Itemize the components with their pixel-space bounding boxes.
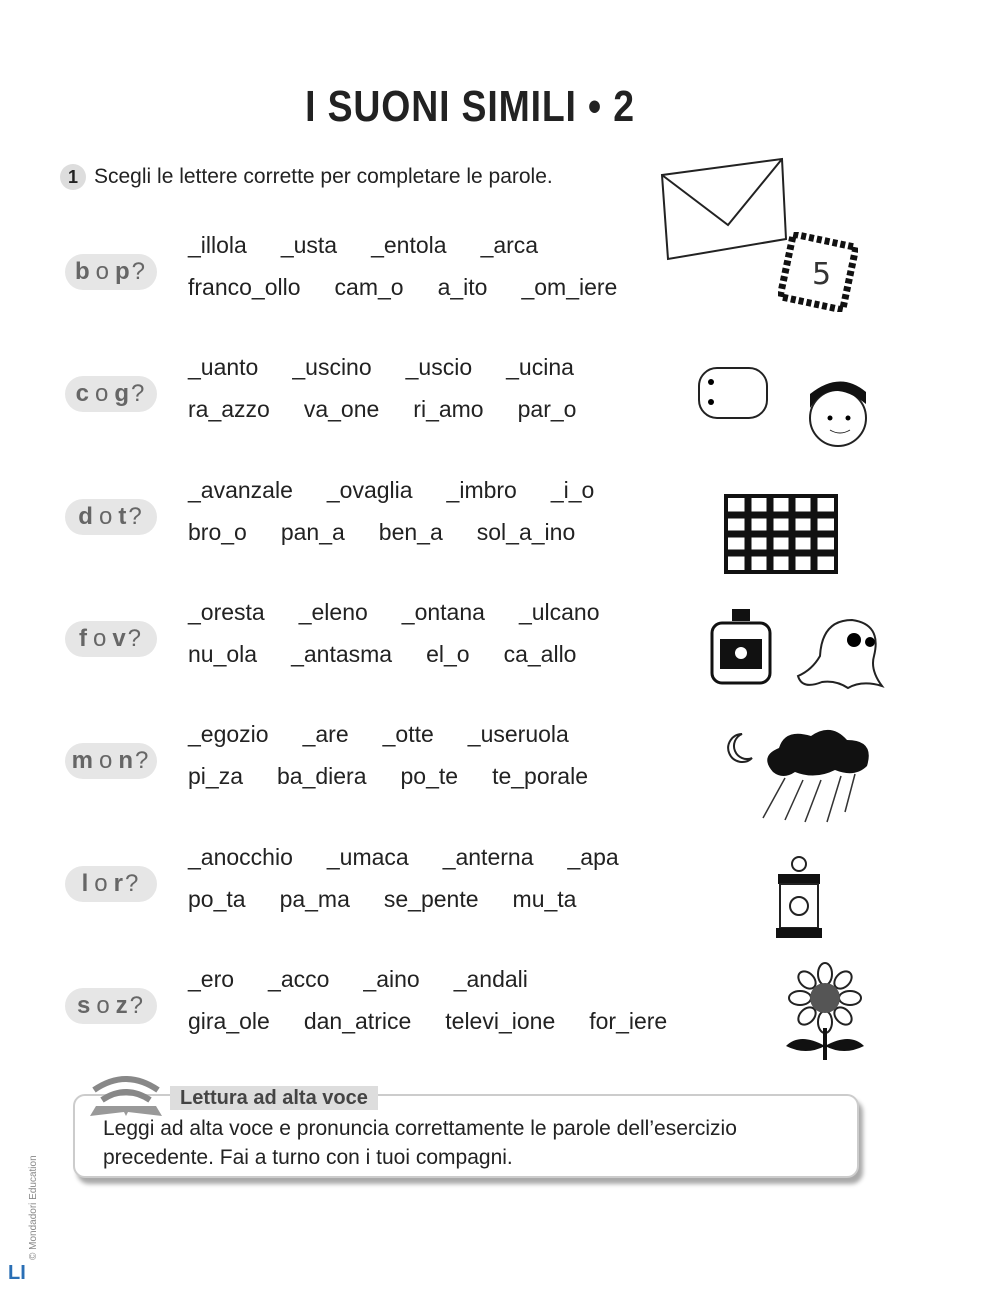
- fill-in-word[interactable]: _aino: [363, 965, 420, 992]
- fill-in-word[interactable]: te_porale: [492, 763, 588, 790]
- fill-in-word[interactable]: mu_ta: [512, 885, 577, 912]
- letter-choice-badge: [65, 866, 157, 902]
- badge-letter: ?: [131, 380, 147, 408]
- badge-letter: ?: [128, 502, 144, 530]
- exercise-number: 1: [60, 164, 86, 190]
- badge-letter: ?: [125, 869, 141, 897]
- fill-in-word[interactable]: televi_ione: [445, 1007, 556, 1034]
- badge-letter: o: [92, 624, 109, 652]
- word-line: [188, 886, 610, 913]
- word-line: [188, 966, 562, 993]
- envelope-icon: [658, 155, 788, 265]
- fill-in-word[interactable]: _oresta: [188, 598, 265, 625]
- word-line: [188, 477, 628, 504]
- fill-in-word[interactable]: po_ta: [188, 885, 246, 912]
- fill-in-word[interactable]: for_iere: [589, 1007, 668, 1034]
- fill-in-word[interactable]: _illola: [188, 232, 247, 258]
- badge-letter: m: [71, 747, 95, 775]
- exercise-instruction: [60, 164, 553, 190]
- badge-letter: o: [98, 747, 115, 775]
- fill-in-word[interactable]: _avanzale: [188, 476, 293, 503]
- badge-letter: d: [78, 502, 95, 530]
- boy-face-icon: [800, 374, 880, 454]
- word-line: [188, 599, 634, 626]
- badge-letter: l: [81, 869, 91, 897]
- fill-in-word[interactable]: _imbro: [446, 476, 517, 503]
- storm-cloud-icon: [755, 722, 880, 827]
- badge-letter: f: [78, 624, 89, 652]
- page-title: I SUONI SIMILI • 2: [305, 82, 635, 131]
- badge-letter: g: [114, 380, 132, 408]
- fill-in-word[interactable]: _otte: [382, 721, 434, 748]
- svg-text:5: 5: [812, 257, 832, 292]
- fill-in-word[interactable]: par_o: [517, 396, 577, 423]
- fill-in-word[interactable]: _i_o: [550, 476, 595, 503]
- fill-in-word[interactable]: _uscino: [292, 354, 372, 381]
- fill-in-word[interactable]: pa_ma: [279, 885, 350, 912]
- fill-in-word[interactable]: _entola: [371, 232, 447, 258]
- fill-in-word[interactable]: pi_za: [188, 763, 243, 790]
- lantern-icon: [758, 852, 840, 944]
- fill-in-word[interactable]: ca_allo: [503, 640, 577, 667]
- fill-in-word[interactable]: franco_ollo: [188, 274, 301, 300]
- fill-in-word[interactable]: a_ito: [437, 274, 488, 300]
- poison-bottle-icon: [706, 605, 776, 687]
- badge-letter: ?: [135, 747, 151, 775]
- checkered-tablecloth-icon: [720, 490, 842, 578]
- word-line: [188, 641, 610, 668]
- word-line: [188, 274, 651, 301]
- reading-aloud-text: Leggi ad alta voce e pronuncia correttamente le parole dell’esercizio precedente. Fai a turno con i tuoi compagni.: [103, 1117, 737, 1169]
- fill-in-word[interactable]: po_te: [400, 763, 459, 790]
- badge-letter: o: [96, 991, 112, 1019]
- fill-in-word[interactable]: _anocchio: [188, 843, 293, 870]
- badge-letter: o: [94, 380, 111, 408]
- letter-choice-badge: [65, 499, 157, 535]
- badge-letter: t: [118, 502, 129, 530]
- fill-in-word[interactable]: _ulcano: [518, 598, 600, 625]
- fill-in-word[interactable]: _ero: [188, 965, 235, 992]
- pillow-icon: [693, 362, 773, 427]
- badge-letter: ?: [131, 258, 148, 285]
- ghost-icon: [792, 610, 892, 695]
- fill-in-word[interactable]: nu_ola: [188, 640, 258, 667]
- badge-letter: r: [113, 869, 125, 897]
- fill-in-word[interactable]: _andali: [453, 965, 528, 992]
- word-line: [188, 232, 572, 259]
- word-line: [188, 354, 608, 381]
- badge-letter: b: [74, 258, 92, 285]
- fill-in-word[interactable]: _are: [302, 721, 349, 748]
- fill-in-word[interactable]: ri_amo: [413, 396, 484, 423]
- fill-in-word[interactable]: _arca: [480, 232, 539, 258]
- badge-letter: c: [75, 380, 91, 408]
- fill-in-word[interactable]: _usta: [280, 232, 338, 258]
- moon-icon: [718, 728, 758, 768]
- fill-in-word[interactable]: bro_o: [188, 518, 247, 545]
- word-line: [188, 1008, 701, 1035]
- fill-in-word[interactable]: _ovaglia: [326, 476, 413, 503]
- letter-choice-badge: [65, 743, 157, 779]
- fill-in-word[interactable]: pan_a: [280, 518, 345, 545]
- sunflower-icon: [780, 962, 870, 1062]
- word-line: [188, 844, 653, 871]
- fill-in-word[interactable]: _acco: [268, 965, 330, 992]
- word-line: [188, 721, 603, 748]
- open-book-icon: [86, 1072, 166, 1120]
- fill-in-word[interactable]: ba_diera: [276, 763, 367, 790]
- fill-in-word[interactable]: _uscio: [405, 354, 473, 381]
- word-line: [188, 396, 610, 423]
- badge-letter: ?: [127, 624, 144, 652]
- word-line: [188, 519, 609, 546]
- fill-in-word[interactable]: el_o: [426, 640, 470, 667]
- fill-in-word[interactable]: ra_azzo: [188, 396, 270, 423]
- copyright: © Mondadori Education: [28, 1155, 39, 1260]
- fill-in-word[interactable]: _uanto: [188, 354, 259, 381]
- instruction-text: Scegli le lettere corrette per completare le parole.: [94, 165, 553, 188]
- badge-letter: o: [94, 869, 110, 897]
- badge-letter: o: [95, 258, 111, 285]
- fill-in-word[interactable]: _egozio: [188, 721, 269, 748]
- badge-letter: n: [118, 747, 135, 775]
- fill-in-word[interactable]: cam_o: [334, 274, 404, 300]
- fill-in-word[interactable]: _anterna: [442, 843, 534, 870]
- liveworksheets-logo: LI: [8, 1262, 26, 1284]
- badge-letter: z: [115, 991, 130, 1019]
- reading-aloud-heading: Lettura ad alta voce: [170, 1086, 378, 1110]
- fill-in-word[interactable]: _ucina: [506, 354, 574, 381]
- fill-in-word[interactable]: _antasma: [291, 640, 393, 667]
- letter-choice-badge: [65, 376, 157, 412]
- fill-in-word[interactable]: sol_a_ino: [476, 518, 576, 545]
- letter-choice-badge: [65, 254, 157, 290]
- stamp-icon: [778, 232, 858, 312]
- fill-in-word[interactable]: _useruola: [467, 721, 569, 748]
- fill-in-word[interactable]: ben_a: [378, 518, 443, 545]
- badge-letter: s: [76, 991, 93, 1019]
- word-line: [188, 763, 622, 790]
- badge-letter: v: [112, 624, 128, 652]
- badge-letter: o: [98, 502, 115, 530]
- fill-in-word[interactable]: _umaca: [326, 843, 409, 870]
- fill-in-word[interactable]: va_one: [303, 396, 380, 423]
- fill-in-word[interactable]: _apa: [567, 843, 619, 870]
- fill-in-word[interactable]: dan_atrice: [303, 1007, 412, 1034]
- fill-in-word[interactable]: _om_iere: [521, 274, 618, 300]
- fill-in-word[interactable]: _eleno: [298, 598, 368, 625]
- letter-choice-badge: [65, 988, 157, 1024]
- badge-letter: p: [115, 258, 132, 285]
- fill-in-word[interactable]: gira_ole: [188, 1007, 270, 1034]
- letter-choice-badge: [65, 621, 157, 657]
- fill-in-word[interactable]: se_pente: [383, 885, 479, 912]
- badge-letter: ?: [129, 991, 146, 1019]
- fill-in-word[interactable]: _ontana: [401, 598, 485, 625]
